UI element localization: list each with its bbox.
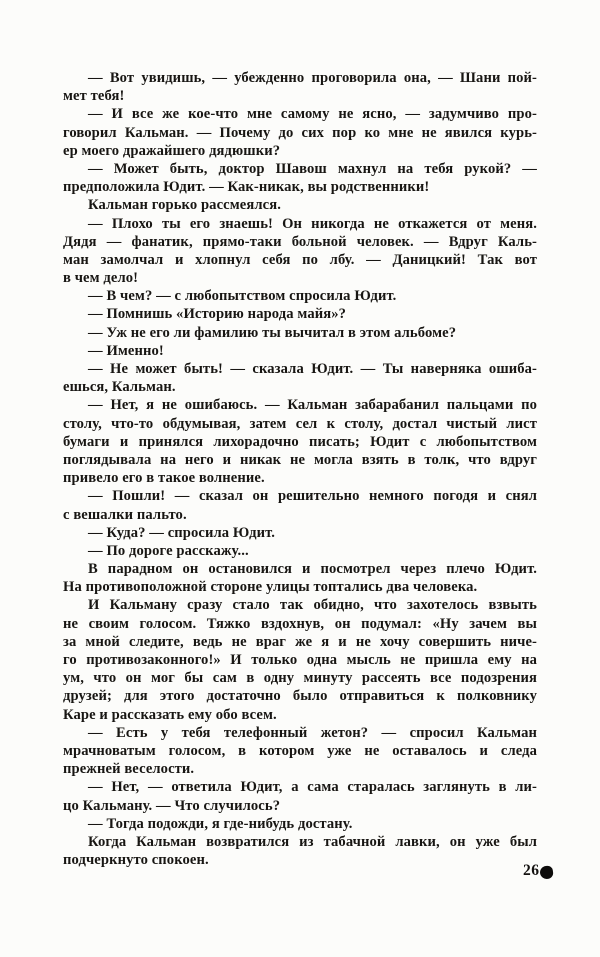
text-line: говорил Кальман. — Почему до сих пор ко мне не явился курь-	[63, 124, 537, 141]
paragraph	[63, 396, 537, 487]
text-line: — Есть у тебя телефонный жетон? — спросил Кальман	[88, 724, 537, 741]
text-line: — Вот увидишь, — убежденно проговорила она, — Шани пой-	[88, 70, 537, 86]
paragraph	[63, 542, 537, 560]
text-line: Каре и рассказать ему обо всем.	[63, 706, 277, 723]
text-line: мрачноватым голосом, в котором уже не оставалось и следа	[63, 742, 537, 759]
paragraph	[63, 724, 537, 779]
text-line: — И все же кое-что мне самому не ясно, — задумчиво про-	[88, 106, 537, 123]
paragraph	[63, 324, 537, 342]
text-line: Кальман горько рассмеялся.	[88, 197, 281, 214]
text-line: за мной следите, ведь не враг же я и не хочу совершить ниче-	[63, 633, 537, 650]
text-line: — Нет, — ответила Юдит, а сама старалась заглянуть в ли-	[88, 779, 537, 796]
paragraph	[63, 69, 537, 105]
text-block	[63, 69, 537, 869]
text-line: — Не может быть! — сказала Юдит. — Ты наверняка ошиба-	[88, 361, 537, 377]
paragraph	[63, 287, 537, 305]
paragraph	[63, 778, 537, 814]
paragraph	[63, 815, 537, 833]
text-line: го противозаконного!» И только одна мысль не пришла ему на	[63, 652, 537, 668]
paragraph	[63, 360, 537, 396]
text-line: подчеркнуто спокоен.	[63, 852, 209, 869]
paragraph	[63, 560, 537, 596]
text-line: привело его в такое волнение.	[63, 470, 265, 487]
text-line: Дядя — фанатик, прямо-таки больной человек. — Вдруг Каль-	[63, 233, 537, 250]
text-line: ман замолчал и хлопнул себя по лбу. — Даницкий! Так вот	[63, 251, 537, 268]
text-line: И Кальману сразу стало так обидно, что захотелось взвыть	[88, 597, 537, 614]
paragraph	[63, 833, 537, 869]
text-line: цо Кальману. — Что случилось?	[63, 797, 281, 814]
paragraph	[63, 305, 537, 323]
text-line: предположила Юдит. — Как-никак, вы родственники!	[63, 179, 430, 196]
text-line: с вешалки пальто.	[63, 506, 187, 523]
paragraph	[63, 215, 537, 288]
paragraph	[63, 196, 537, 214]
text-line: ешься, Кальман.	[63, 379, 176, 396]
text-line: прежней веселости.	[63, 761, 195, 778]
text-line: — В чем? — с любопытством спросила Юдит.	[88, 288, 397, 305]
text-line: не своим голосом. Тяжко вздохнув, он подумал: «Ну зачем вы	[63, 615, 537, 632]
text-line: ум, что он мог бы сам в одну минуту рассеять все подозрения	[63, 670, 537, 687]
text-line: — Плохо ты его знаешь! Он никогда не откажется от меня.	[88, 215, 537, 232]
text-line: поглядывала на него и никак не могла взять в толк, что вдруг	[63, 451, 537, 468]
text-line: — Куда? — спросила Юдит.	[88, 524, 276, 541]
text-line: — Помнишь «Историю народа майя»?	[88, 306, 347, 323]
text-line: На противоположной стороне улицы топтались два человека.	[63, 579, 478, 596]
text-line: — Нет, я не ошибаюсь. — Кальман забарабанил пальцами по	[88, 397, 537, 414]
paragraph	[63, 342, 537, 360]
text-line: В парадном он остановился и посмотрел через плечо Юдит.	[88, 561, 537, 578]
text-line: Когда Кальман возвратился из табачной лавки, он уже был	[88, 833, 537, 850]
text-line: в чем дело!	[63, 270, 139, 287]
page-number-digits: 26	[523, 862, 540, 879]
paragraph	[63, 487, 537, 523]
text-line: бумаги и принялся лихорадочно писать; Юдит с любопытством	[63, 433, 537, 450]
text-line: — По дороге расскажу...	[88, 542, 249, 559]
paragraph	[63, 105, 537, 160]
paragraph	[63, 524, 537, 542]
text-line: — Именно!	[88, 342, 164, 359]
text-line: столу, что-то обдумывая, затем сел к столу, достал чистый лист	[63, 415, 537, 432]
text-line: — Уж не его ли фамилию ты вычитал в этом альбоме?	[88, 324, 457, 341]
text-line: — Пошли! — сказал он решительно немного погодя и снял	[88, 488, 537, 505]
paragraph	[63, 160, 537, 196]
page-number	[523, 862, 553, 880]
ink-smudge-icon	[539, 865, 554, 879]
paragraph	[63, 596, 537, 723]
text-line: друзей; для этого достаточно было отправиться к полковнику	[63, 688, 537, 705]
text-line: ер моего дражайшего дядюшки?	[63, 142, 281, 159]
text-line: мет тебя!	[63, 88, 125, 105]
text-line: — Может быть, доктор Шавош махнул на тебя рукой? —	[88, 160, 537, 177]
text-line: — Тогда подожди, я где-нибудь достану.	[88, 815, 353, 832]
